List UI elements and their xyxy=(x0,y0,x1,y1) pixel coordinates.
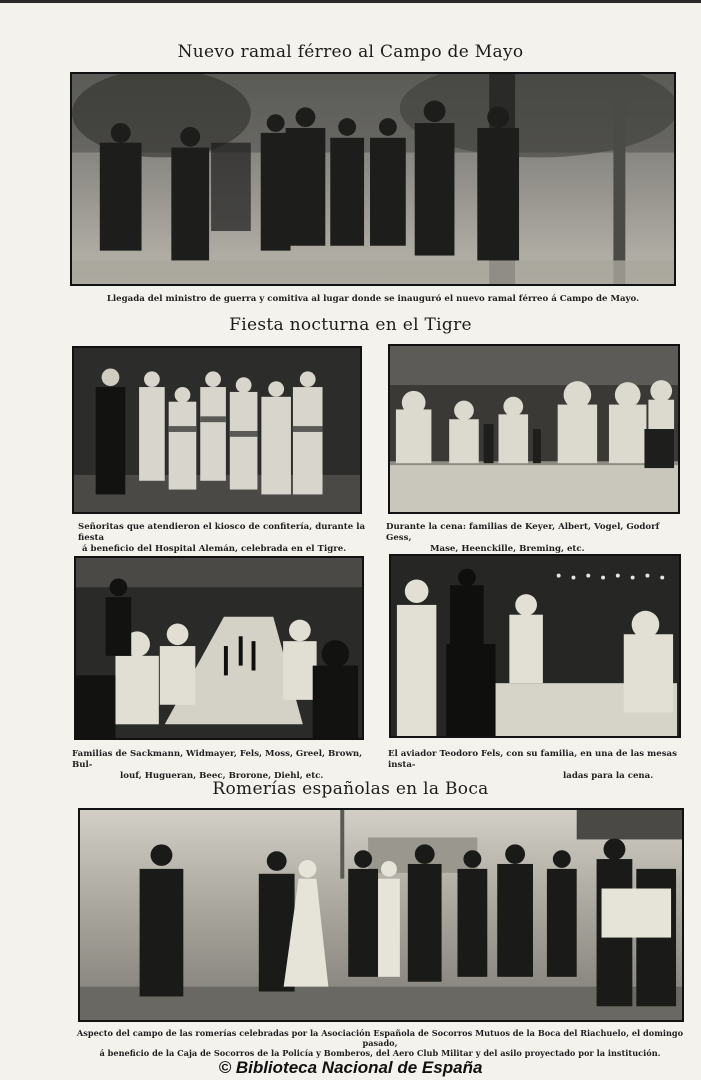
caption-kiosk-line-2: á beneficio del Hospital Alemán, celebrada en el Tigre. xyxy=(82,544,347,554)
photo-romerias xyxy=(78,808,684,1022)
photo-minister-arrival xyxy=(70,72,676,286)
caption-dinner-line-2: Mase, Heenckille, Breming, etc. xyxy=(430,544,585,554)
caption-dinner-line-1: Durante la cena: familias de Keyer, Albert, Vogel, Godorf Gess, xyxy=(386,522,660,543)
photo-aviator-family xyxy=(389,554,681,738)
caption-aviator xyxy=(388,749,688,782)
caption-aviator-line-2: ladas para la cena. xyxy=(563,771,654,781)
caption-families-line-1: Familias de Sackmann, Widmayer, Fels, Moss, Greel, Brown, Bul- xyxy=(72,749,363,770)
caption-dinner-families xyxy=(386,522,686,555)
caption-kiosk-girls xyxy=(78,522,378,555)
caption-romerias-line-1: Aspecto del campo de las romerías celebradas por la Asociación Española de Socorros Mutuos de la Boca del Riachuelo, el domingo pasado, xyxy=(76,1028,684,1048)
caption-minister-arrival: Llegada del ministro de guerra y comitiva al lugar donde se inauguró el nuevo ramal férreo á Campo de Mayo. xyxy=(106,294,640,304)
title-boca: Romerías españolas en la Boca xyxy=(212,779,489,799)
caption-aviator-line-1: El aviador Teodoro Fels, con su familia, en una de las mesas insta- xyxy=(388,749,677,770)
caption-kiosk-line-1: Señoritas que atendieron el kiosco de confitería, durante la fiesta xyxy=(78,522,366,543)
photo-kiosk-girls xyxy=(72,346,362,514)
photo-dinner-families xyxy=(388,344,680,514)
caption-families xyxy=(72,749,372,782)
caption-romerias xyxy=(70,1028,690,1058)
copyright-footer: © Biblioteca Nacional de España xyxy=(218,1058,483,1077)
photo-dinner-table xyxy=(74,556,364,740)
caption-families-line-2: louf, Hugueran, Beec, Brorone, Diehl, etc. xyxy=(120,771,324,781)
title-campo-mayo: Nuevo ramal férreo al Campo de Mayo xyxy=(177,42,524,62)
title-tigre: Fiesta nocturna en el Tigre xyxy=(229,315,472,335)
caption-romerias-line-2: á beneficio de la Caja de Socorros de la Policía y Bomberos, del Aero Club Militar y del asilo proyectado por la institución. xyxy=(99,1048,661,1058)
top-rule xyxy=(0,0,701,3)
